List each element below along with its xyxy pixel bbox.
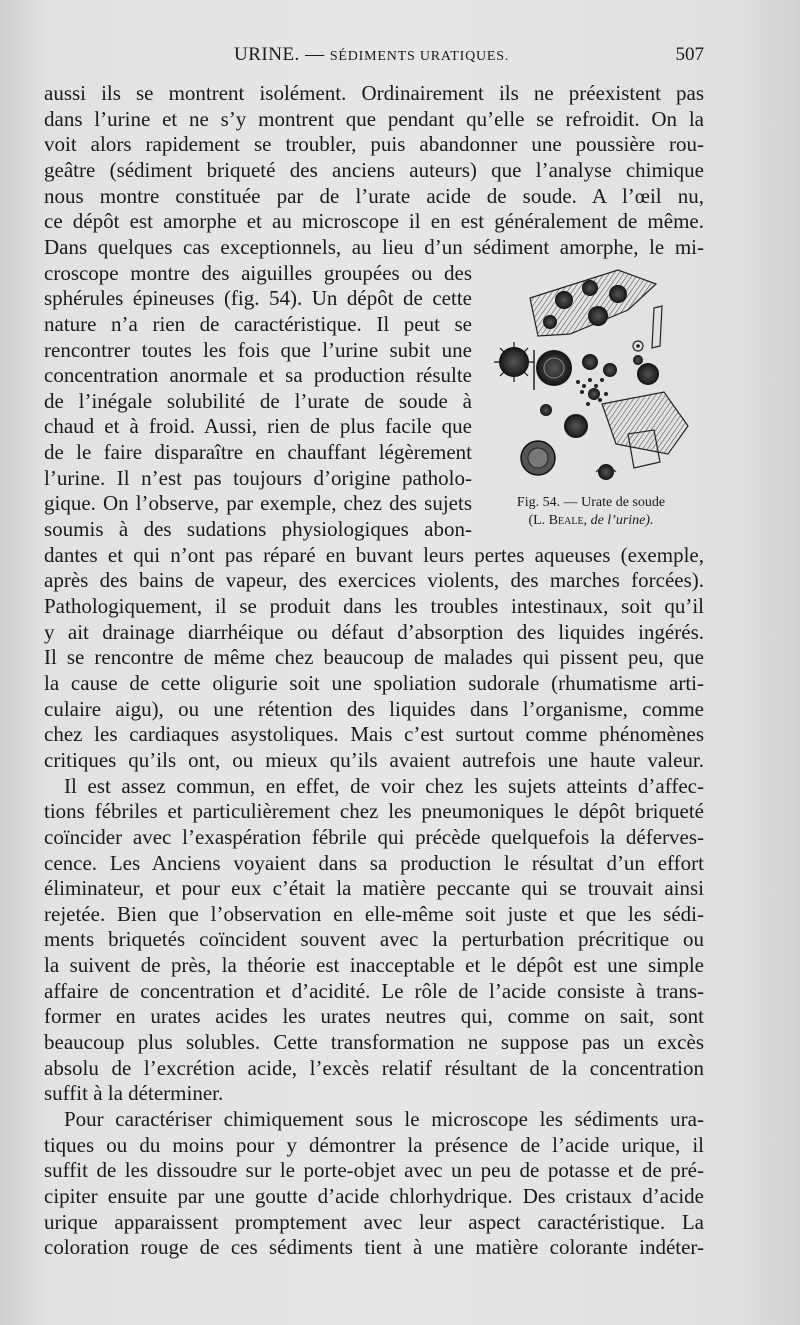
text-line: ce dépôt est amorphe et au microscope il en est généralement de même. (44, 209, 704, 234)
text-line: critiques qu’ils ont, ou mieux qu’ils avaient autrefois une haute valeur. (44, 747, 704, 772)
right-small-shapes (633, 306, 662, 351)
page-number: 507 (675, 44, 704, 65)
text-line: coïncider avec l’exaspération fébrile qui précède quelquefois la déferves- (44, 824, 704, 849)
text-line: Il se rencontre de même chez beaucoup de malades qui pissent peu, que (44, 645, 704, 670)
text-line: Dans quelques cas exceptionnels, au lieu d’un sédiment amorphe, le mi- (44, 234, 704, 259)
text-line: dans l’urine et ne s’y montrent que pendant qu’elle se refroidit. On la (44, 106, 704, 131)
text-line: Pour caractériser chimiquement sous le microscope les sédiments ura- (64, 1107, 704, 1131)
running-header (44, 44, 704, 72)
text-line: éliminateur, et pour eux c’était la matière peccante qui se trouvait ainsi (44, 876, 704, 901)
text-line: Pathologiquement, il se produit dans les troubles intestinaux, soit qu’il (44, 594, 704, 618)
text-line: aussi ils se montrent isolément. Ordinairement ils ne préexistent pas (44, 81, 704, 105)
text-line: ments briquetés coïncident souvent avec la perturbation précritique ou (44, 927, 704, 952)
urate-crystals-illustration (478, 258, 704, 490)
text-line: rencontrer toutes les fois que l’urine subit une (44, 337, 472, 362)
text-line: absolu de l’excrétion acide, l’excès relatif résultant de la concentration (44, 1055, 704, 1080)
text-line: urique apparaissent promptement avec leur aspect caractéristique. La (44, 1209, 704, 1234)
text-line: après des bains de vapeur, des exercices violents, des marches forcées). (44, 568, 704, 593)
figure-caption-title: Fig. 54. — Urate de soude (516, 495, 666, 510)
ringed-spherules (521, 441, 616, 480)
text-line: suffit de les dissoudre sur le porte-objet avec un peu de potasse et de pré- (44, 1158, 704, 1183)
text-line: chaud et à froid. Aussi, rien de plus facile que (44, 414, 472, 439)
lower-crystal-plate (602, 392, 688, 468)
text-line: culaire aigu), ou une rétention des liquides dans l’organisme, comme (44, 696, 704, 721)
text-line: la suivent de près, la théorie est inacceptable et le dépôt est une simple (44, 953, 704, 978)
running-title (234, 44, 509, 66)
text-line: soumis à des sudations physiologiques abon- (44, 517, 472, 541)
text-line: rejetée. Bien que l’observation en elle-même soit juste et que les sédi- (44, 901, 704, 926)
text-line: gique. On l’observe, par exemple, chez des sujets (44, 491, 472, 516)
text-line: former en urates acides les urates neutres qui, comme on sait, sont (44, 1004, 704, 1029)
text-line: de le faire disparaître en chauffant légèrement (44, 440, 472, 465)
text-line: tiques ou du moins pour y démontrer la présence de l’acide urique, il (44, 1132, 704, 1157)
text-line: coloration rouge de ces sédiments tient à une matière colorante indéter- (44, 1235, 704, 1260)
text-line: la cause de cette oligurie soit une spoliation sudorale (rhumatisme arti- (44, 670, 704, 695)
text-line: tions fébriles et particulièrement chez les pneumoniques le dépôt briqueté (44, 799, 704, 824)
text-line: Il est assez commun, en effet, de voir chez les sujets atteints d’affec- (64, 773, 704, 798)
figure-caption-work: de l’urine). (590, 513, 654, 528)
figure-54-urate-crystals (478, 258, 704, 518)
text-line: concentration anormale et sa production résulte (44, 363, 472, 388)
running-title-dash: — (305, 44, 325, 65)
figure-caption-author: (L. Beale, (528, 513, 588, 528)
running-title-subtitle: SÉDIMENTS URATIQUES. (329, 49, 510, 64)
text-line: geâtre (sédiment briqueté des anciens auteurs) que l’analyse chimique (44, 157, 704, 182)
text-line: affaire de concentration et d’acidité. Le rôle de l’acide consiste à trans- (44, 978, 704, 1003)
text-line: dantes et qui n’ont pas réparé en buvant leurs pertes aqueuses (exemple, (44, 542, 704, 567)
figure-caption (478, 494, 704, 530)
text-line: cence. Les Anciens voyaient dans sa production le résultat d’un effort (44, 850, 704, 875)
text-line: nature n’a rien de caractéristique. Il peut se (44, 311, 472, 336)
text-line: croscope montre des aiguilles groupées ou des (44, 260, 472, 285)
text-line: suffit à la déterminer. (44, 1081, 224, 1106)
text-line: chez les cardiaques asystoliques. Mais c’est surtout comme phénomènes (44, 722, 704, 747)
text-line: beaucoup plus solubles. Cette transformation ne suppose pas un excès (44, 1030, 704, 1054)
text-line: nous montre constituée par de l’urate acide de soude. A l’œil nu, (44, 183, 704, 208)
text-line: cipiter ensuite par une goutte d’acide chlorhydrique. Des cristaux d’acide (44, 1184, 704, 1208)
text-line: sphérules épineuses (fig. 54). Un dépôt de cette (44, 286, 472, 311)
text-line: l’urine. Il n’est pas toujours d’origine patholo- (44, 465, 472, 490)
upper-crystal-plate (530, 270, 656, 336)
text-line: y ait drainage diarrhéique ou défaut d’absorption des liquides ingérés. (44, 619, 704, 644)
text-line: voit alors rapidement se troubler, puis abandonner une poussière rou- (44, 132, 704, 157)
text-line: de l’inégale solubilité de l’urate de soude à (44, 388, 472, 413)
figure-caption-source (478, 512, 704, 530)
running-title-main: URINE. (234, 44, 300, 65)
